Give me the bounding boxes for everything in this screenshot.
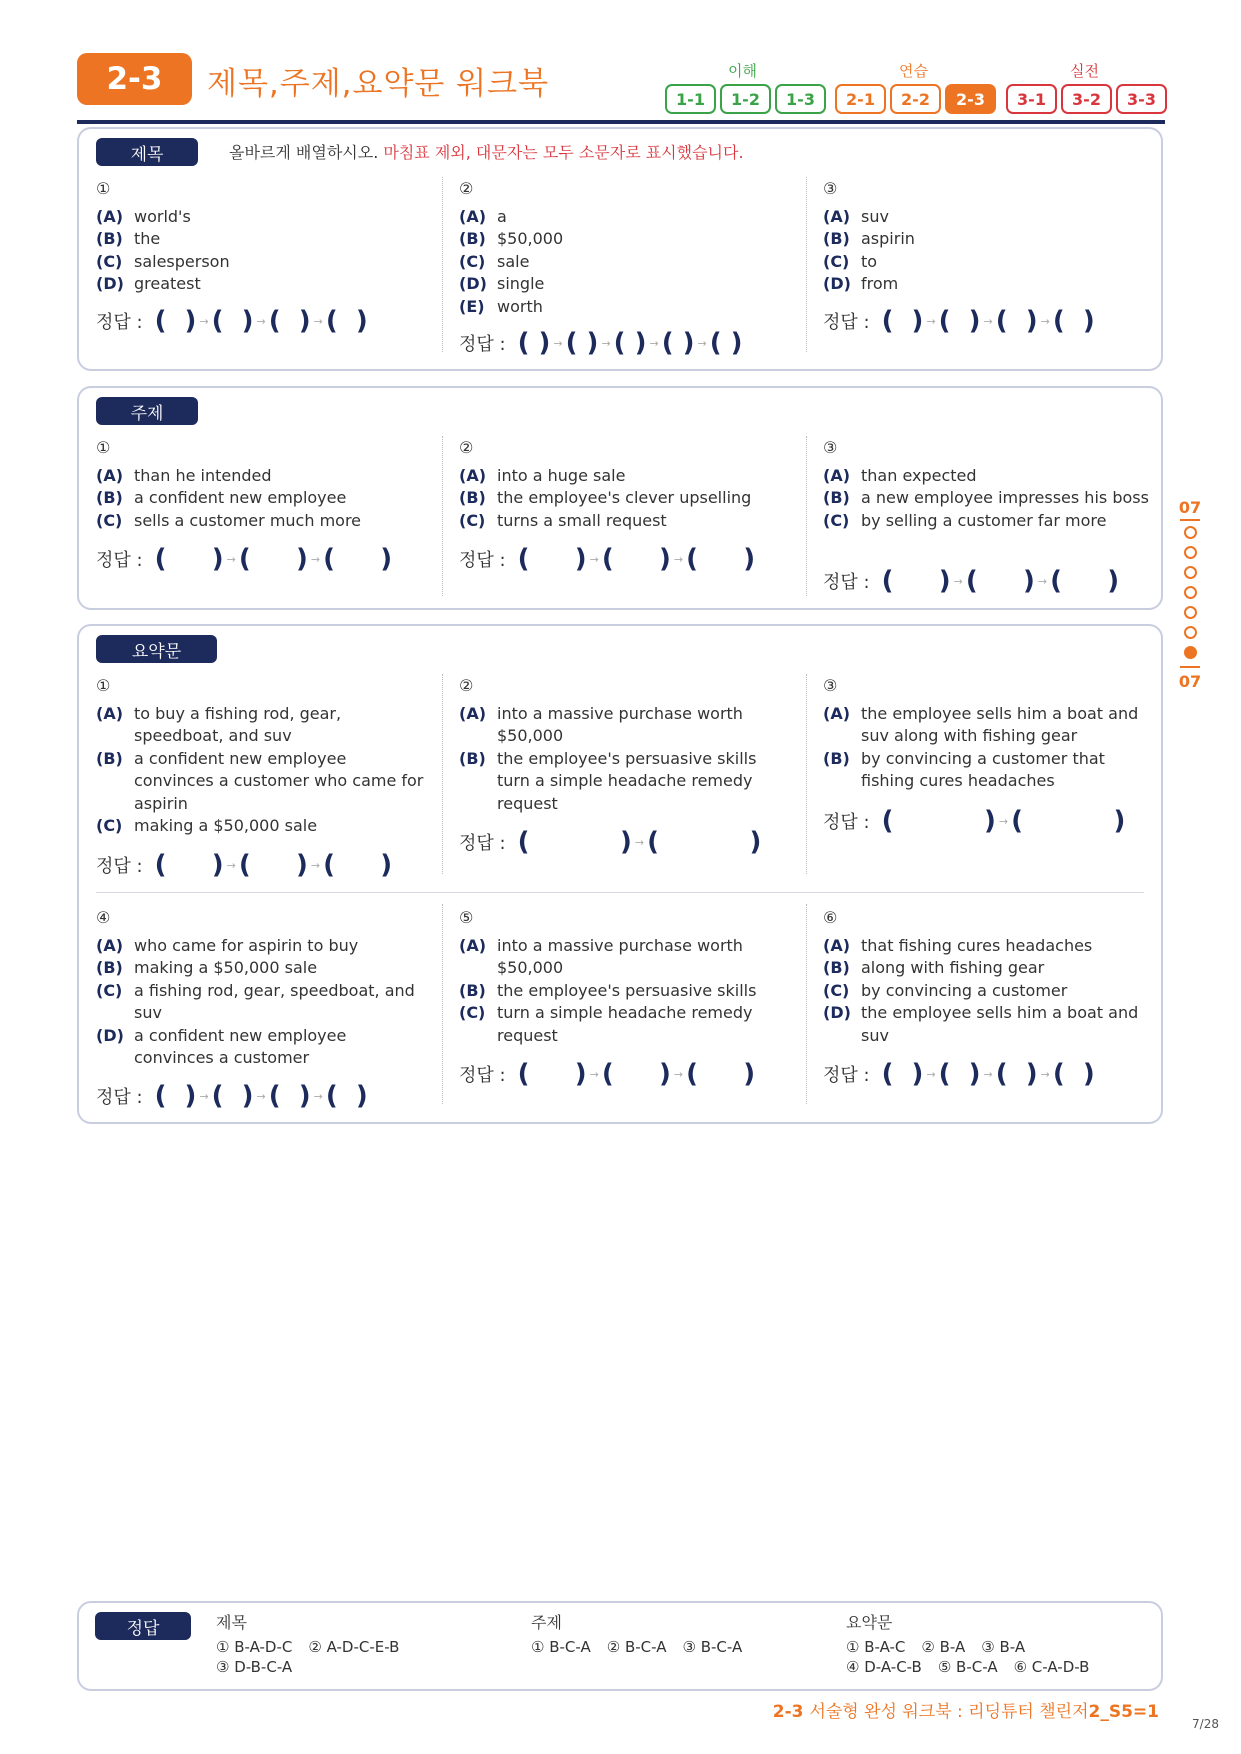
- option-label: (D): [96, 274, 124, 293]
- option-text: sale: [497, 251, 530, 271]
- footer-code: 2_S5=1: [1088, 1702, 1159, 1722]
- option-text: suv: [861, 206, 889, 226]
- answer-label: 정답 :: [459, 334, 506, 355]
- answer-key-summary-label: 요약문: [846, 1613, 893, 1632]
- title-section-badge: 제목: [96, 138, 198, 166]
- option-label: (A): [96, 465, 124, 485]
- answer-slots[interactable]: 정답 : ( ) → ( ) → ( ) → ( ): [96, 1081, 368, 1111]
- option-text: who came for aspirin to buy: [134, 935, 359, 955]
- answer-label: 정답 :: [96, 550, 143, 571]
- answer-key-badge: 정답: [95, 1612, 191, 1640]
- footer: [773, 1697, 1159, 1722]
- option-label: (B): [96, 958, 123, 977]
- option-text: worth: [497, 296, 543, 316]
- option-text: along with fishing gear: [861, 958, 1045, 977]
- option-label: (C): [96, 980, 123, 1000]
- question-number: ①: [96, 179, 111, 198]
- title-question-1: [96, 178, 426, 296]
- option-label: (A): [823, 206, 851, 226]
- column-divider: [806, 904, 807, 1104]
- summary-question-1: [96, 675, 426, 838]
- title-question-3: [823, 178, 1153, 296]
- option-text: salesperson: [134, 251, 230, 271]
- answer-key-item: ② B-C-A: [606, 1638, 667, 1656]
- progress-dot: [1184, 526, 1197, 539]
- option-text: the employee sells him a boat and suv along with fishing gear: [861, 703, 1139, 745]
- option-label: (C): [96, 816, 123, 835]
- option-text: a new employee impresses his boss: [861, 488, 1149, 507]
- option-text: turn a simple headache remedy request: [497, 1003, 753, 1045]
- option-text: the employee's persuasive skills: [497, 980, 757, 1000]
- option-label: (A): [823, 703, 851, 723]
- option-label: (C): [459, 1003, 486, 1022]
- answer-slots[interactable]: 정답 : ( ) → ( ): [459, 827, 762, 857]
- question-number: ③: [823, 676, 838, 695]
- option-text: a confident new employee: [134, 488, 347, 507]
- topic-question-3: [823, 437, 1153, 532]
- progress-rule: [1180, 519, 1200, 521]
- option-text: to buy a fishing rod, gear, speedboat, and suv: [134, 703, 342, 745]
- answer-key-item: ① B-A-C: [846, 1638, 906, 1656]
- option-text: by convincing a customer that fishing cures headaches: [861, 748, 1105, 790]
- option-text: a fishing rod, gear, speedboat, and suv: [134, 980, 415, 1022]
- answer-key-item: ① B-C-A: [531, 1638, 591, 1656]
- stage-tab-1-1[interactable]: 1-1: [665, 84, 716, 114]
- option-text: single: [497, 274, 545, 293]
- option-text: the employee's clever upselling: [497, 488, 752, 507]
- answer-slots[interactable]: 정답 : ( ) → ( ) → ( ): [459, 544, 756, 574]
- option-label: (A): [459, 935, 487, 955]
- instruction-text: 올바르게 배열하시오.: [229, 143, 379, 162]
- question-number: ②: [459, 179, 474, 198]
- answer-key-item: ⑤ B-C-A: [937, 1658, 998, 1676]
- footer-badge: 2-3: [772, 1702, 804, 1722]
- option-label: (A): [823, 465, 851, 485]
- option-label: (B): [459, 229, 486, 248]
- option-label: (B): [823, 488, 850, 507]
- answer-key-item: ② B-A: [921, 1638, 966, 1656]
- group-label-understand: 이해: [728, 62, 757, 80]
- option-label: (B): [459, 748, 486, 768]
- option-label: (D): [96, 1025, 124, 1045]
- page-number: 7/28: [1192, 1717, 1219, 1731]
- option-text: into a massive purchase worth $50,000: [497, 703, 743, 745]
- column-divider: [442, 674, 443, 874]
- topic-question-1: [96, 437, 426, 532]
- answer-key-item: ① B-A-D-C: [216, 1638, 293, 1656]
- option-text: from: [861, 274, 899, 293]
- option-label: (B): [96, 488, 123, 507]
- option-text: by convincing a customer: [861, 980, 1068, 1000]
- column-divider: [806, 436, 807, 596]
- answer-label: 정답 :: [459, 833, 506, 854]
- question-number: ②: [459, 676, 474, 695]
- summary-question-3: [823, 675, 1153, 793]
- answer-key-title: [216, 1613, 415, 1677]
- stage-tab-2-1[interactable]: 2-1: [835, 84, 886, 114]
- option-text: making a $50,000 sale: [134, 816, 318, 835]
- question-number: ①: [96, 676, 111, 695]
- summary-section: [77, 624, 1163, 1124]
- progress-top-number: 07: [1178, 498, 1202, 517]
- answer-key-item: ⑥ C-A-D-B: [1013, 1658, 1090, 1676]
- option-label: (B): [459, 980, 486, 1000]
- answer-key-title-label: 제목: [216, 1613, 247, 1632]
- answer-key: [77, 1601, 1163, 1691]
- option-text: into a huge sale: [497, 465, 626, 485]
- option-text: greatest: [134, 274, 201, 293]
- answer-slots[interactable]: 정답 : ( ) → ( ) → ( ) → ( ): [96, 306, 368, 336]
- option-label: (C): [96, 251, 123, 271]
- page-title: 제목,주제,요약문 워크북: [207, 66, 550, 102]
- answer-key-topic: [531, 1613, 758, 1657]
- answer-label: 정답 :: [459, 550, 506, 571]
- summary-question-2: [459, 675, 789, 815]
- option-text: making a $50,000 sale: [134, 958, 318, 977]
- answer-slots[interactable]: 정답 : ( ) → ( ) → ( ): [459, 1059, 756, 1089]
- stage-tab-2-3[interactable]: 2-3: [945, 84, 996, 114]
- option-label: (B): [823, 748, 850, 768]
- answer-slots[interactable]: 정답 : ( ) → ( ) → ( ) → ( ): [823, 306, 1095, 336]
- answer-slots[interactable]: 정답 : ( ) → ( ) → ( ): [823, 566, 1120, 596]
- answer-key-item: ④ D-A-C-B: [846, 1658, 922, 1676]
- column-divider: [442, 904, 443, 1104]
- column-divider: [806, 177, 807, 352]
- answer-label: 정답 :: [823, 1065, 870, 1086]
- option-text: the employee's persuasive skills turn a simple headache remedy request: [497, 748, 757, 813]
- answer-label: 정답 :: [96, 856, 143, 877]
- summary-question-5: [459, 907, 789, 1047]
- option-text: world's: [134, 206, 191, 226]
- summary-section-badge: 요약문: [96, 635, 217, 663]
- option-label: (B): [823, 958, 850, 977]
- question-number: ⑤: [459, 908, 474, 927]
- answer-slots[interactable]: 정답 : ( ) → ( ) → ( ) → ( ): [823, 1059, 1095, 1089]
- progress-bottom-number: 07: [1178, 672, 1202, 691]
- option-label: (A): [459, 703, 487, 723]
- answer-label: 정답 :: [823, 572, 870, 593]
- option-label: (A): [96, 206, 124, 226]
- group-label-real: 실전: [1070, 62, 1099, 80]
- answer-label: 정답 :: [96, 1087, 143, 1108]
- answer-label: 정답 :: [96, 312, 143, 333]
- progress-dot: [1184, 566, 1197, 579]
- option-text: turns a small request: [497, 510, 667, 530]
- option-text: the employee sells him a boat and suv: [861, 1003, 1139, 1045]
- option-text: $50,000: [497, 229, 564, 248]
- stage-tab-2-2[interactable]: 2-2: [890, 84, 941, 114]
- option-label: (A): [96, 935, 124, 955]
- answer-key-item: ③ B-C-A: [682, 1638, 743, 1656]
- instruction: [229, 140, 744, 163]
- option-label: (D): [459, 274, 487, 293]
- option-label: (D): [823, 274, 851, 293]
- summary-question-4: [96, 907, 426, 1070]
- option-text: than expected: [861, 465, 977, 485]
- option-label: (C): [459, 510, 486, 530]
- answer-key-item: ② A-D-C-E-B: [308, 1638, 400, 1656]
- stage-tab-3-1[interactable]: 3-1: [1006, 84, 1057, 114]
- answer-label: 정답 :: [823, 812, 870, 833]
- answer-slots[interactable]: 정답 : ( ) → ( ) → ( ) → ( ) → ( ): [459, 328, 743, 358]
- option-label: (B): [96, 229, 123, 248]
- option-text: sells a customer much more: [134, 510, 362, 530]
- question-number: ③: [823, 179, 838, 198]
- option-text: by selling a customer far more: [861, 510, 1107, 530]
- option-label: (A): [459, 465, 487, 485]
- column-divider: [806, 674, 807, 874]
- side-progress: [1177, 498, 1203, 691]
- progress-rule: [1180, 666, 1200, 668]
- question-number: ①: [96, 438, 111, 457]
- progress-dot: [1184, 586, 1197, 599]
- option-text: to: [861, 251, 878, 271]
- stage-tab-1-3[interactable]: 1-3: [775, 84, 826, 114]
- option-label: (C): [823, 980, 850, 1000]
- row-divider: [96, 892, 1144, 893]
- option-label: (A): [96, 703, 124, 723]
- question-number: ④: [96, 908, 111, 927]
- option-text: than he intended: [134, 465, 272, 485]
- answer-key-item: ③ B-A: [981, 1638, 1026, 1656]
- option-label: (D): [823, 1003, 851, 1022]
- group-label-practice: 연습: [899, 62, 928, 80]
- option-text: a confident new employee convinces a customer: [134, 1025, 347, 1067]
- option-label: (B): [96, 748, 123, 768]
- answer-key-topic-label: 주제: [531, 1613, 562, 1632]
- option-label: (A): [459, 206, 487, 226]
- stage-tab-1-2[interactable]: 1-2: [720, 84, 771, 114]
- question-number: ③: [823, 438, 838, 457]
- option-text: a confident new employee convinces a customer who came for aspirin: [134, 748, 424, 813]
- answer-slots[interactable]: 정답 : ( ) → ( ): [823, 806, 1126, 836]
- progress-dot-current: [1184, 646, 1197, 659]
- progress-dot: [1184, 626, 1197, 639]
- option-label: (B): [459, 488, 486, 507]
- option-label: (C): [96, 510, 123, 530]
- topic-section: [77, 386, 1163, 610]
- option-label: (C): [823, 251, 850, 271]
- instruction-note: 마침표 제외, 대문자는 모두 소문자로 표시했습니다.: [383, 143, 744, 162]
- option-label: (A): [823, 935, 851, 955]
- column-divider: [442, 177, 443, 352]
- progress-dot: [1184, 546, 1197, 559]
- option-text: aspirin: [861, 229, 915, 248]
- column-divider: [442, 436, 443, 596]
- footer-text: 서술형 완성 워크북 : 리딩튜터 챌린저: [809, 1702, 1089, 1722]
- answer-key-summary: [846, 1613, 1105, 1677]
- option-label: (B): [823, 229, 850, 248]
- question-number: ⑥: [823, 908, 838, 927]
- answer-slots[interactable]: 정답 : ( ) → ( ) → ( ): [96, 850, 393, 880]
- lesson-badge: 2-3: [77, 53, 192, 105]
- answer-label: 정답 :: [459, 1065, 506, 1086]
- question-number: ②: [459, 438, 474, 457]
- answer-label: 정답 :: [823, 312, 870, 333]
- option-label: (C): [459, 251, 486, 271]
- answer-key-item: ③ D-B-C-A: [216, 1658, 293, 1676]
- option-text: a: [497, 206, 507, 226]
- option-text: into a massive purchase worth $50,000: [497, 935, 743, 977]
- title-question-2: [459, 178, 789, 318]
- stage-tab-3-3[interactable]: 3-3: [1116, 84, 1167, 114]
- topic-question-2: [459, 437, 789, 532]
- stage-tab-3-2[interactable]: 3-2: [1061, 84, 1112, 114]
- option-label: (C): [823, 510, 850, 530]
- option-text: that fishing cures headaches: [861, 935, 1093, 955]
- option-label: (E): [459, 296, 485, 316]
- progress-dot: [1184, 606, 1197, 619]
- header-rule: [77, 120, 1165, 124]
- option-text: the: [134, 229, 161, 248]
- title-section: [77, 127, 1163, 371]
- topic-section-badge: 주제: [96, 397, 198, 425]
- answer-slots[interactable]: 정답 : ( ) → ( ) → ( ): [96, 544, 393, 574]
- summary-question-6: [823, 907, 1153, 1047]
